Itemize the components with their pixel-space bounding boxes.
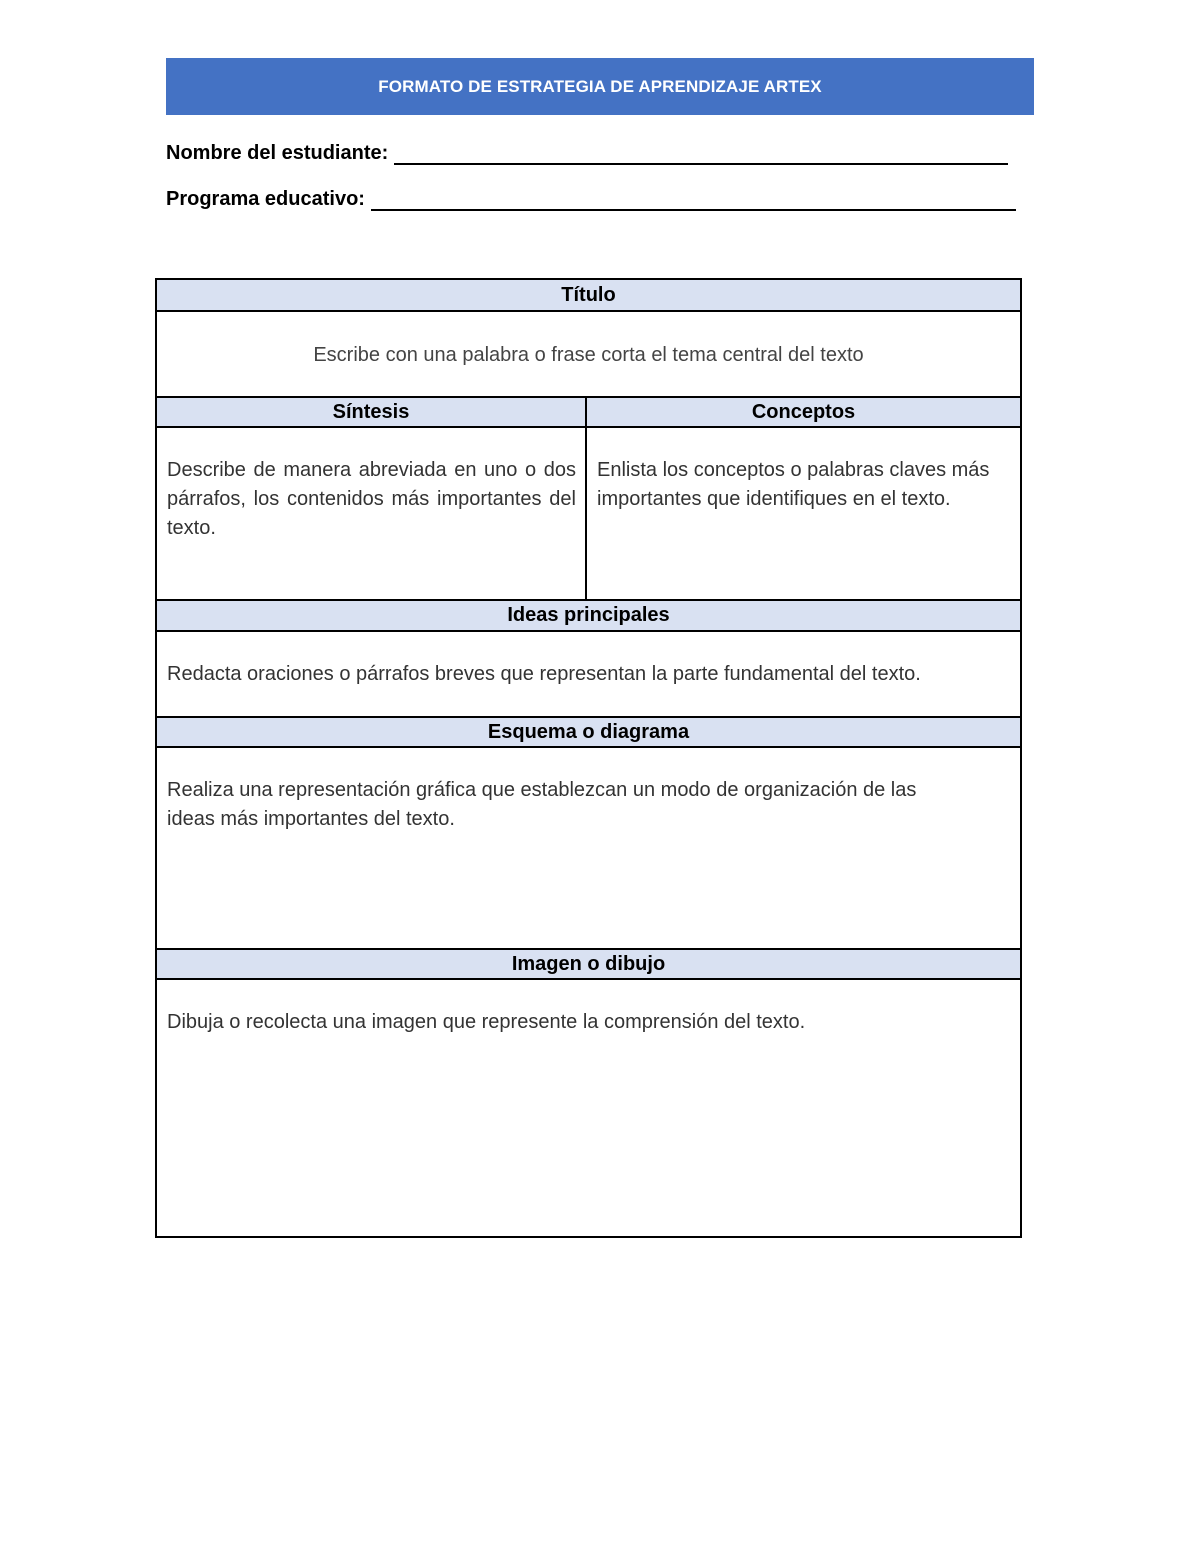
- program-field: [166, 188, 1016, 211]
- imagen-header: [157, 948, 1020, 980]
- learning-strategy-table: [155, 278, 1022, 1238]
- sintesis-header-label: Síntesis: [332, 400, 410, 423]
- titulo-header-label: Título: [561, 283, 616, 306]
- ideas-header: [157, 599, 1020, 632]
- conceptos-instruction: Enlista los conceptos o palabras claves más importantes que identifiques en el texto.: [597, 459, 990, 510]
- sintesis-cell[interactable]: [157, 428, 587, 600]
- student-name-blank-line[interactable]: [394, 143, 1008, 165]
- sintesis-header: [157, 398, 587, 426]
- imagen-header-label: Imagen o dibujo: [511, 952, 666, 975]
- sintesis-instruction: Describe de manera abreviada en uno o dos párrafos, los contenidos más importantes del texto.: [167, 459, 576, 539]
- sintesis-conceptos-header: [157, 396, 1020, 428]
- student-name-label: Nombre del estudiante:: [166, 142, 389, 164]
- esquema-instruction: Realiza una representación gráfica que establezcan un modo de organización de las ideas más importantes del texto.: [167, 779, 917, 830]
- conceptos-header: [587, 398, 1020, 426]
- imagen-instruction: Dibuja o recolecta una imagen que represente la comprensión del texto.: [167, 1011, 806, 1033]
- document-title: FORMATO DE ESTRATEGIA DE APRENDIZAJE ARTEX: [378, 76, 822, 96]
- ideas-instruction: Redacta oraciones o párrafos breves que representan la parte fundamental del texto.: [167, 663, 921, 685]
- student-name-field: [166, 142, 1008, 165]
- titulo-header: [157, 280, 1020, 312]
- conceptos-header-label: Conceptos: [751, 400, 856, 423]
- esquema-header-label: Esquema o diagrama: [487, 720, 690, 743]
- esquema-header: [157, 716, 1020, 748]
- titulo-instruction: Escribe con una palabra o frase corta el tema central del texto: [313, 343, 864, 366]
- esquema-cell[interactable]: [157, 748, 1020, 948]
- program-blank-line[interactable]: [371, 189, 1016, 211]
- ideas-cell[interactable]: [157, 632, 1020, 716]
- program-label: Programa educativo:: [166, 188, 365, 210]
- ideas-header-label: Ideas principales: [507, 604, 670, 626]
- conceptos-cell[interactable]: [587, 428, 1020, 600]
- document-title-banner: [166, 58, 1034, 115]
- imagen-cell[interactable]: [157, 980, 1020, 1236]
- titulo-cell[interactable]: [157, 312, 1020, 398]
- sintesis-conceptos-body: [157, 428, 1020, 600]
